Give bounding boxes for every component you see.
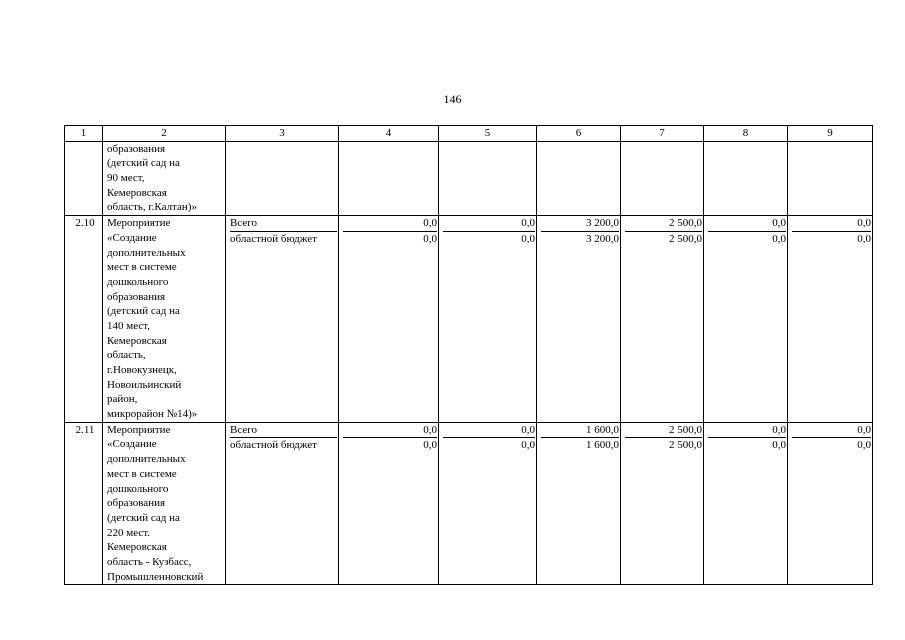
funding-source	[226, 422, 339, 585]
value-cell	[704, 422, 788, 585]
value-text: 2 500,0	[625, 216, 702, 232]
measure-name-line: область, г.Калтан)»	[107, 201, 197, 214]
measure-name	[103, 216, 226, 423]
value-text: 1 600,0	[541, 423, 619, 439]
measure-name-line: дополнительных	[107, 246, 186, 259]
value-cell	[537, 422, 621, 585]
value-text: 0,0	[708, 216, 786, 232]
table-row	[65, 141, 873, 215]
value-text: 0,0	[708, 423, 786, 439]
funding-source-label: областной бюджет	[230, 232, 317, 245]
value-cell	[704, 216, 788, 423]
measure-name	[103, 422, 226, 585]
row-number	[65, 141, 103, 215]
header-cell: 5	[439, 126, 537, 142]
measure-name-line: «Создание	[107, 438, 157, 451]
measure-name-line: образования	[107, 290, 166, 303]
header-cell: 6	[537, 126, 621, 142]
header-cell: 7	[621, 126, 704, 142]
row-number: 2.11	[65, 422, 103, 585]
value-text: 2 500,0	[669, 232, 702, 245]
funding-source-label: Всего	[230, 423, 337, 439]
funding-source	[226, 216, 339, 423]
measure-name-line: Кемеровская	[107, 334, 167, 347]
measure-name-line: (детский сад на	[107, 511, 180, 524]
value-cell	[621, 141, 704, 215]
page-number: 146	[443, 92, 462, 106]
value-text: 0,0	[443, 216, 535, 232]
header-cell: 2	[103, 126, 226, 142]
measure-name-line: «Создание	[107, 231, 157, 244]
value-cell	[339, 216, 439, 423]
header-cell: 9	[788, 126, 873, 142]
value-text: 0,0	[772, 232, 786, 245]
measure-name-line: 140 мест,	[107, 319, 150, 332]
value-text: 0,0	[772, 439, 786, 452]
value-cell	[439, 141, 537, 215]
table-row	[65, 216, 873, 423]
measure-name-line: область,	[107, 349, 146, 362]
value-cell	[621, 216, 704, 423]
header-row	[65, 126, 873, 142]
measure-name-line: мест в системе	[107, 261, 177, 274]
row-number: 2.10	[65, 216, 103, 423]
value-text: 2 500,0	[625, 423, 702, 439]
header-cell: 4	[339, 126, 439, 142]
table-row	[65, 422, 873, 585]
value-cell	[439, 422, 537, 585]
measure-name-line: дошкольного	[107, 275, 169, 288]
value-cell	[788, 422, 873, 585]
value-cell	[537, 216, 621, 423]
value-cell	[339, 141, 439, 215]
value-cell	[704, 141, 788, 215]
header-cell: 8	[704, 126, 788, 142]
value-text: 3 200,0	[586, 232, 619, 245]
measure-name-line: мест в системе	[107, 467, 177, 480]
value-cell	[439, 216, 537, 423]
measure-name-line: дошкольного	[107, 482, 169, 495]
measure-name-line: Новоильинский	[107, 378, 182, 391]
measure-name-line: Кемеровская	[107, 541, 167, 554]
measure-name-line: образования	[107, 497, 166, 510]
measure-name	[103, 141, 226, 215]
measure-name-line: (детский сад на	[107, 157, 180, 170]
value-text: 0,0	[792, 216, 871, 232]
value-cell	[621, 422, 704, 585]
value-text: 0,0	[521, 439, 535, 452]
measure-name-line: район,	[107, 393, 138, 406]
funding-source-label: Всего	[230, 216, 337, 232]
value-cell	[788, 216, 873, 423]
value-text: 0,0	[443, 423, 535, 439]
funding-source-label: областной бюджет	[230, 439, 317, 452]
value-text: 0,0	[423, 439, 437, 452]
header-cell: 3	[226, 126, 339, 142]
measure-name-line: область - Кузбасс,	[107, 555, 192, 568]
measure-name-line: микрорайон №14)»	[107, 408, 198, 421]
funding-source	[226, 141, 339, 215]
measure-name-line: Мероприятие	[107, 217, 171, 230]
value-text: 0,0	[343, 423, 437, 439]
value-text: 0,0	[343, 216, 437, 232]
measure-name-line: Мероприятие	[107, 423, 171, 436]
value-text: 3 200,0	[541, 216, 619, 232]
value-text: 1 600,0	[586, 439, 619, 452]
value-cell	[339, 422, 439, 585]
measure-name-line: образования	[107, 142, 166, 155]
measure-name-line: 90 мест,	[107, 172, 145, 185]
value-cell	[537, 141, 621, 215]
header-cell: 1	[65, 126, 103, 142]
value-text: 0,0	[423, 232, 437, 245]
value-text: 2 500,0	[669, 439, 702, 452]
value-text: 0,0	[857, 439, 871, 452]
measure-name-line: (детский сад на	[107, 305, 180, 318]
measure-name-line: дополнительных	[107, 453, 186, 466]
measure-name-line: 220 мест.	[107, 526, 150, 539]
measure-name-line: Кемеровская	[107, 186, 167, 199]
value-cell	[788, 141, 873, 215]
value-text: 0,0	[792, 423, 871, 439]
measure-name-line: г.Новокузнецк,	[107, 364, 177, 377]
value-text: 0,0	[857, 232, 871, 245]
value-text: 0,0	[521, 232, 535, 245]
budget-table	[64, 125, 873, 585]
measure-name-line: Промышленновский	[107, 570, 204, 583]
